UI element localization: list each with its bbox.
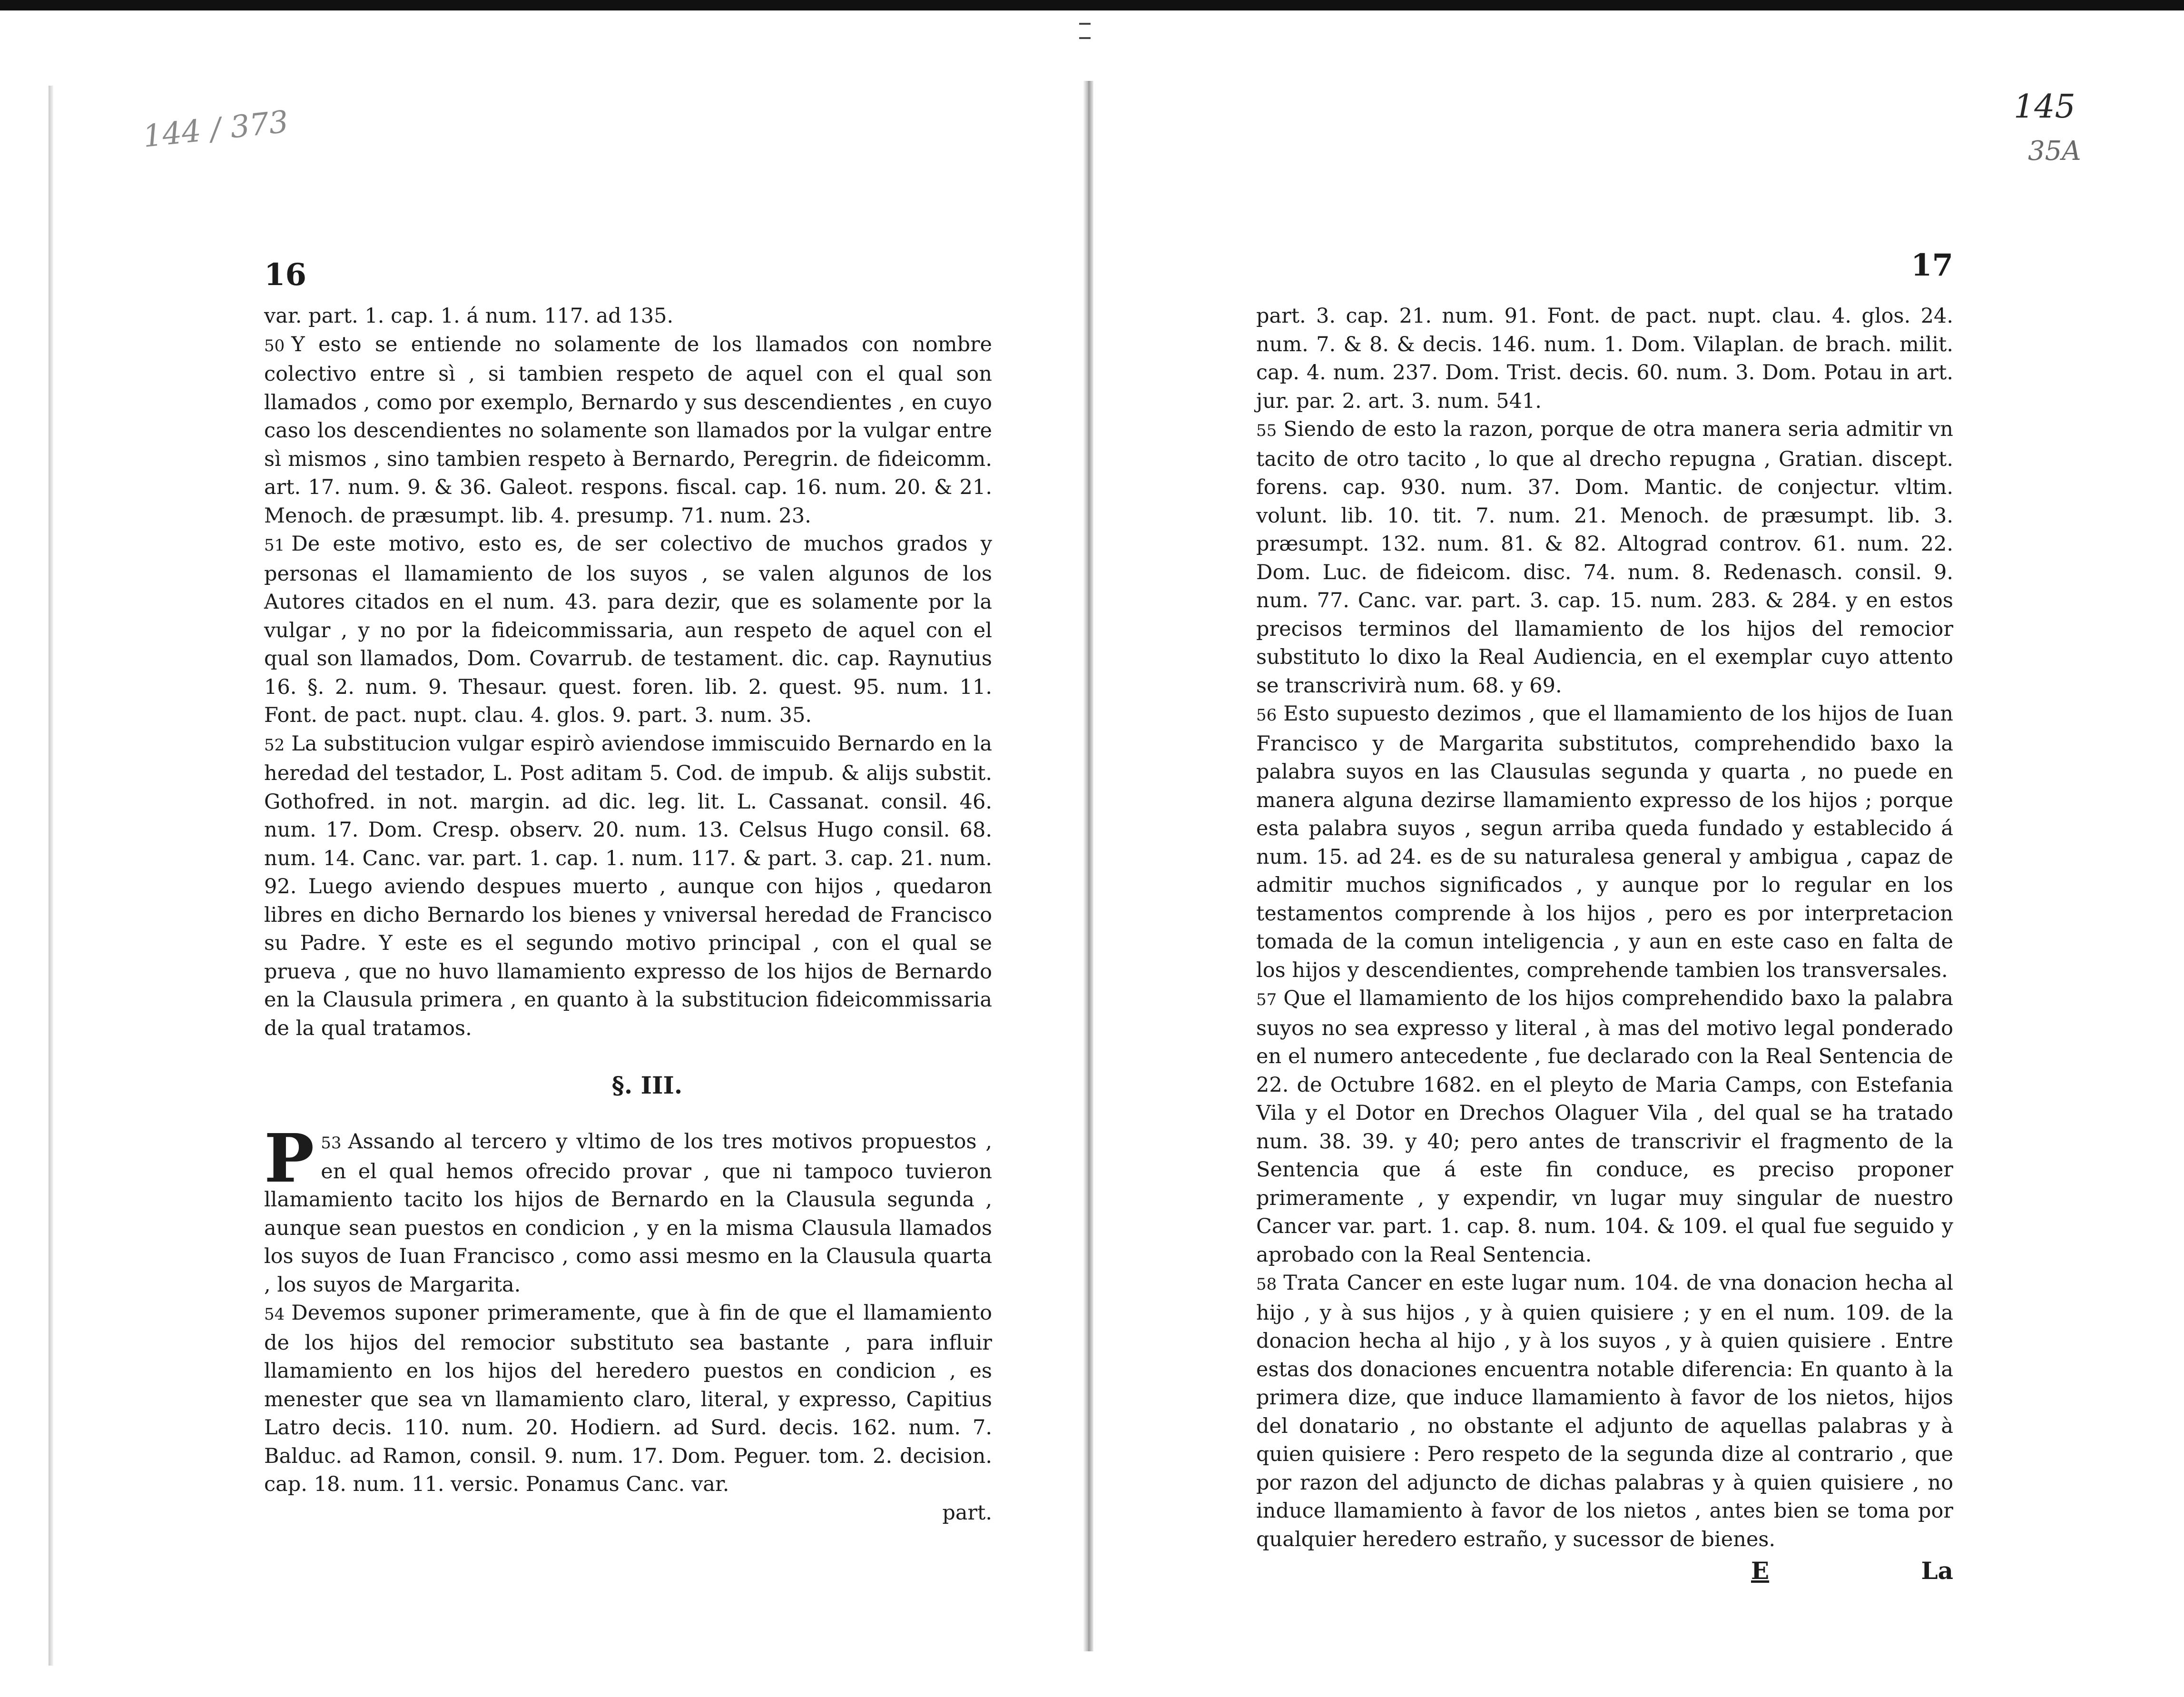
paragraph-text: Que el llamamiento de los hijos comprehendido baxo la palabra suyos no sea expresso y literal , à mas del motivo legal ponderado en el numero antecedente , fue declarado con la Real Sentencia de 22. de Octubre 1682. en el pleyto de Maria Camps, con Estefania Vila y el Dotor en Drechos Olaguer Vila , del qual se ha tratado num. 38. 39. y 40; pero antes de transcrivir el fragmento de la Sentencia que á este fin conduce, es preciso proponer primeramente , y expendir, vn lugar muy singular de nuestro Cancer var. part. 1. cap. 8. num. 104. & 109. el qual fue seguido y aprobado con la Real Sentencia. [1256, 987, 1953, 1267]
paragraph-52 [264, 730, 992, 1043]
paragraph-number: 56 [1256, 706, 1277, 725]
drop-capital: P [264, 1120, 315, 1198]
paragraph-51 [264, 530, 992, 730]
page-number-17: 17 [1910, 247, 1953, 283]
margin-note-right-sub: 35A [2028, 136, 2081, 167]
paragraph-text: part. 3. cap. 21. num. 91. Font. de pact. nupt. clau. 4. glos. 24. num. 7. & 8. & decis. 146. num. 1. Dom. Vilaplan. de brach. milit. cap. 4. num. 237. Dom. Trist. decis. 60. num. 3. Dom. Potau in art. jur. par. 2. art. 3. num. 541. [1256, 304, 1953, 413]
paragraph-54 [264, 1299, 992, 1499]
gutter-tick-marks [1079, 10, 1091, 53]
right-page-header [1256, 247, 1953, 302]
paragraph-number: 58 [1256, 1275, 1277, 1294]
right-paragraph-continuation [1256, 302, 1953, 415]
paragraph-58 [1256, 1269, 1953, 1554]
book-fold-shadow [1083, 81, 1093, 1651]
catchword-left: part. [942, 1500, 992, 1525]
paragraph-text: var. part. 1. cap. 1. á num. 117. ad 135. [264, 304, 674, 328]
right-page [1256, 247, 1953, 1590]
paragraph-55 [1256, 415, 1953, 700]
paragraph-number: 55 [1256, 421, 1277, 440]
paragraph-56 [1256, 700, 1953, 985]
paragraph-text: Trata Cancer en este lugar num. 104. de vna donacion hecha al hijo , y à sus hijos , y à quien quisiere ; y en el num. 109. de la donacion hecha al hijo , y à los suyos , y à quien quisiere . Entre estas dos donaciones encuentra notable diferencia: En quanto à la primera dize, que induce llamamiento à favor de los nietos, hijos del donatario , no obstante el adjunto de aquellas palabras y à quien quisiere : Pero respeto de la segunda dize al contrario , que por razon del adjuncto de dichas palabras y à quien quisiere , no induce llamamiento à favor de los nietos , antes bien se toma por qualquier heredero estraño, y sucessor de bienes. [1256, 1271, 1953, 1551]
paragraph-number: 53 [321, 1134, 342, 1153]
margin-note-right-number: 145 [2014, 88, 2076, 126]
paragraph-text: Devemos suponer primeramente, que à fin de que el llamamiento de los hijos del remocior substituto sea bastante , para influir llamamiento en los hijos del heredero puestos en condicion , es menester que sea vn llamamiento claro, literal, y expresso, Capitius Latro decis. 110. num. 20. Hodiern. ad Surd. decis. 162. num. 7. Balduc. ad Ramon, consil. 9. num. 17. Dom. Peguer. tom. 2. decision. cap. 18. num. 11. versic. Ponamus Canc. var. [264, 1301, 992, 1496]
paragraph-number: 51 [264, 536, 285, 555]
paragraph-text: Y esto se entiende no solamente de los llamados con nombre colectivo entre sì , si tambien respeto de aquel con el qual son llamados , como por exemplo, Bernardo y sus descendientes , en cuyo caso los descendientes no solamente son llamados por la vulgar entre sì mismos , sino tambien respeto à Bernardo, Peregrin. de fideicomm. art. 17. num. 9. & 36. Galeot. respons. fiscal. cap. 16. num. 20. & 21. Menoch. de præsumpt. lib. 4. presump. 71. num. 23. [264, 332, 992, 528]
paragraph-50 [264, 331, 992, 531]
section-heading: §. III. [611, 1071, 683, 1099]
page-number-16: 16 [264, 257, 307, 293]
paragraph-57 [1256, 985, 1953, 1269]
catchword-right: La [1921, 1557, 1953, 1585]
left-paragraph-continuation [264, 302, 992, 331]
paragraph-text: Assando al tercero y vltimo de los tres motivos propuestos , en el qual hemos ofrecido provar , que ni tampoco tuvieron llamamiento tacito los hijos de Bernardo en la Clausula segunda , aunque sean puestos en condicion , y en la misma Clausula llamados los suyos de Iuan Francisco , como assi mesmo en la Clausula quarta , los suyos de Margarita. [264, 1130, 992, 1297]
paragraph-number: 54 [264, 1305, 285, 1324]
paragraph-number: 50 [264, 336, 285, 355]
paragraph-text: Esto supuesto dezimos , que el llamamiento de los hijos de Iuan Francisco y de Margarita substitutos, comprehendido baxo la palabra suyos en las Clausulas segunda y quarta , no puede en manera alguna dezirse llamamiento expresso de los hijos ; porque esta palabra suyos , segun arriba queda fundado y establecido á num. 15. ad 24. es de su naturalesa general y ambigua , capaz de admitir muchos significados , y aunque por lo regular en los testamentos comprende à los hijos , pero es por interpretacion tomada de la comun inteligencia , y aun en este caso en falta de los hijos y descendientes, comprehende tambien los transversales. [1256, 702, 1953, 982]
scanner-top-border [0, 0, 2184, 10]
left-page-edge-shadow [49, 86, 53, 1666]
left-page-header [264, 257, 992, 302]
paragraph-number: 57 [1256, 990, 1277, 1009]
left-page [264, 257, 992, 1527]
margin-note-left: 144 / 373 [141, 104, 290, 155]
right-page-footer [1256, 1557, 1953, 1590]
paragraph-number: 52 [264, 735, 285, 755]
paragraph-text: Siendo de esto la razon, porque de otra manera seria admitir vn tacito de otro tacito , lo que al drecho repugna , Gratian. discept. forens. cap. 930. num. 37. Dom. Mantic. de conjectur. vltim. volunt. lib. 10. tit. 7. num. 21. Menoch. de præsumpt. lib. 3. præsumpt. 132. num. 81. & 82. Altograd controv. 61. num. 22. Dom. Luc. de fideicom. disc. 74. num. 8. Redenasch. consil. 9. num. 77. Canc. var. part. 3. cap. 15. num. 283. & 284. y en estos precisos terminos del llamamiento de los hijos del remocior substituto lo dixo la Real Audiencia, en el exemplar cuyo attento se transcrivirà num. 68. y 69. [1256, 417, 1953, 698]
paragraph-53 [264, 1120, 992, 1299]
paragraph-text: De este motivo, esto es, de ser colectivo de muchos grados y personas el llamamiento de los suyos , se valen algunos de los Autores citados en el num. 43. para dezir, que es solamente por la vulgar , y no por la fideicommissaria, aun respeto de aquel con el qual son llamados, Dom. Covarrub. de testament. dic. cap. Raynutius 16. §. 2. num. 9. Thesaur. quest. foren. lib. 2. quest. 95. num. 11. Font. de pact. nupt. clau. 4. glos. 9. part. 3. num. 35. [264, 532, 992, 727]
paragraph-text: La substitucion vulgar espirò aviendose immiscuido Bernardo en la heredad del testador, L. Post aditam 5. Cod. de impub. & alijs substit. Gothofred. in not. margin. ad dic. leg. lit. L. Cassanat. consil. 46. num. 17. Dom. Cresp. observ. 20. num. 13. Celsus Hugo consil. 68. num. 14. Canc. var. part. 1. cap. 1. num. 117. & part. 3. cap. 21. num. 92. Luego aviendo despues muerto , aunque con hijos , quedaron libres en dicho Bernardo los bienes y vniversal heredad de Francisco su Padre. Y este es el segundo motivo principal , con el qual se prueva , que no huvo llamamiento expresso de los hijos de Bernardo en la Clausula primera , en quanto à la substitucion fideicommissaria de la qual tratamos. [264, 731, 992, 1040]
signature-mark: E [1751, 1557, 1770, 1585]
